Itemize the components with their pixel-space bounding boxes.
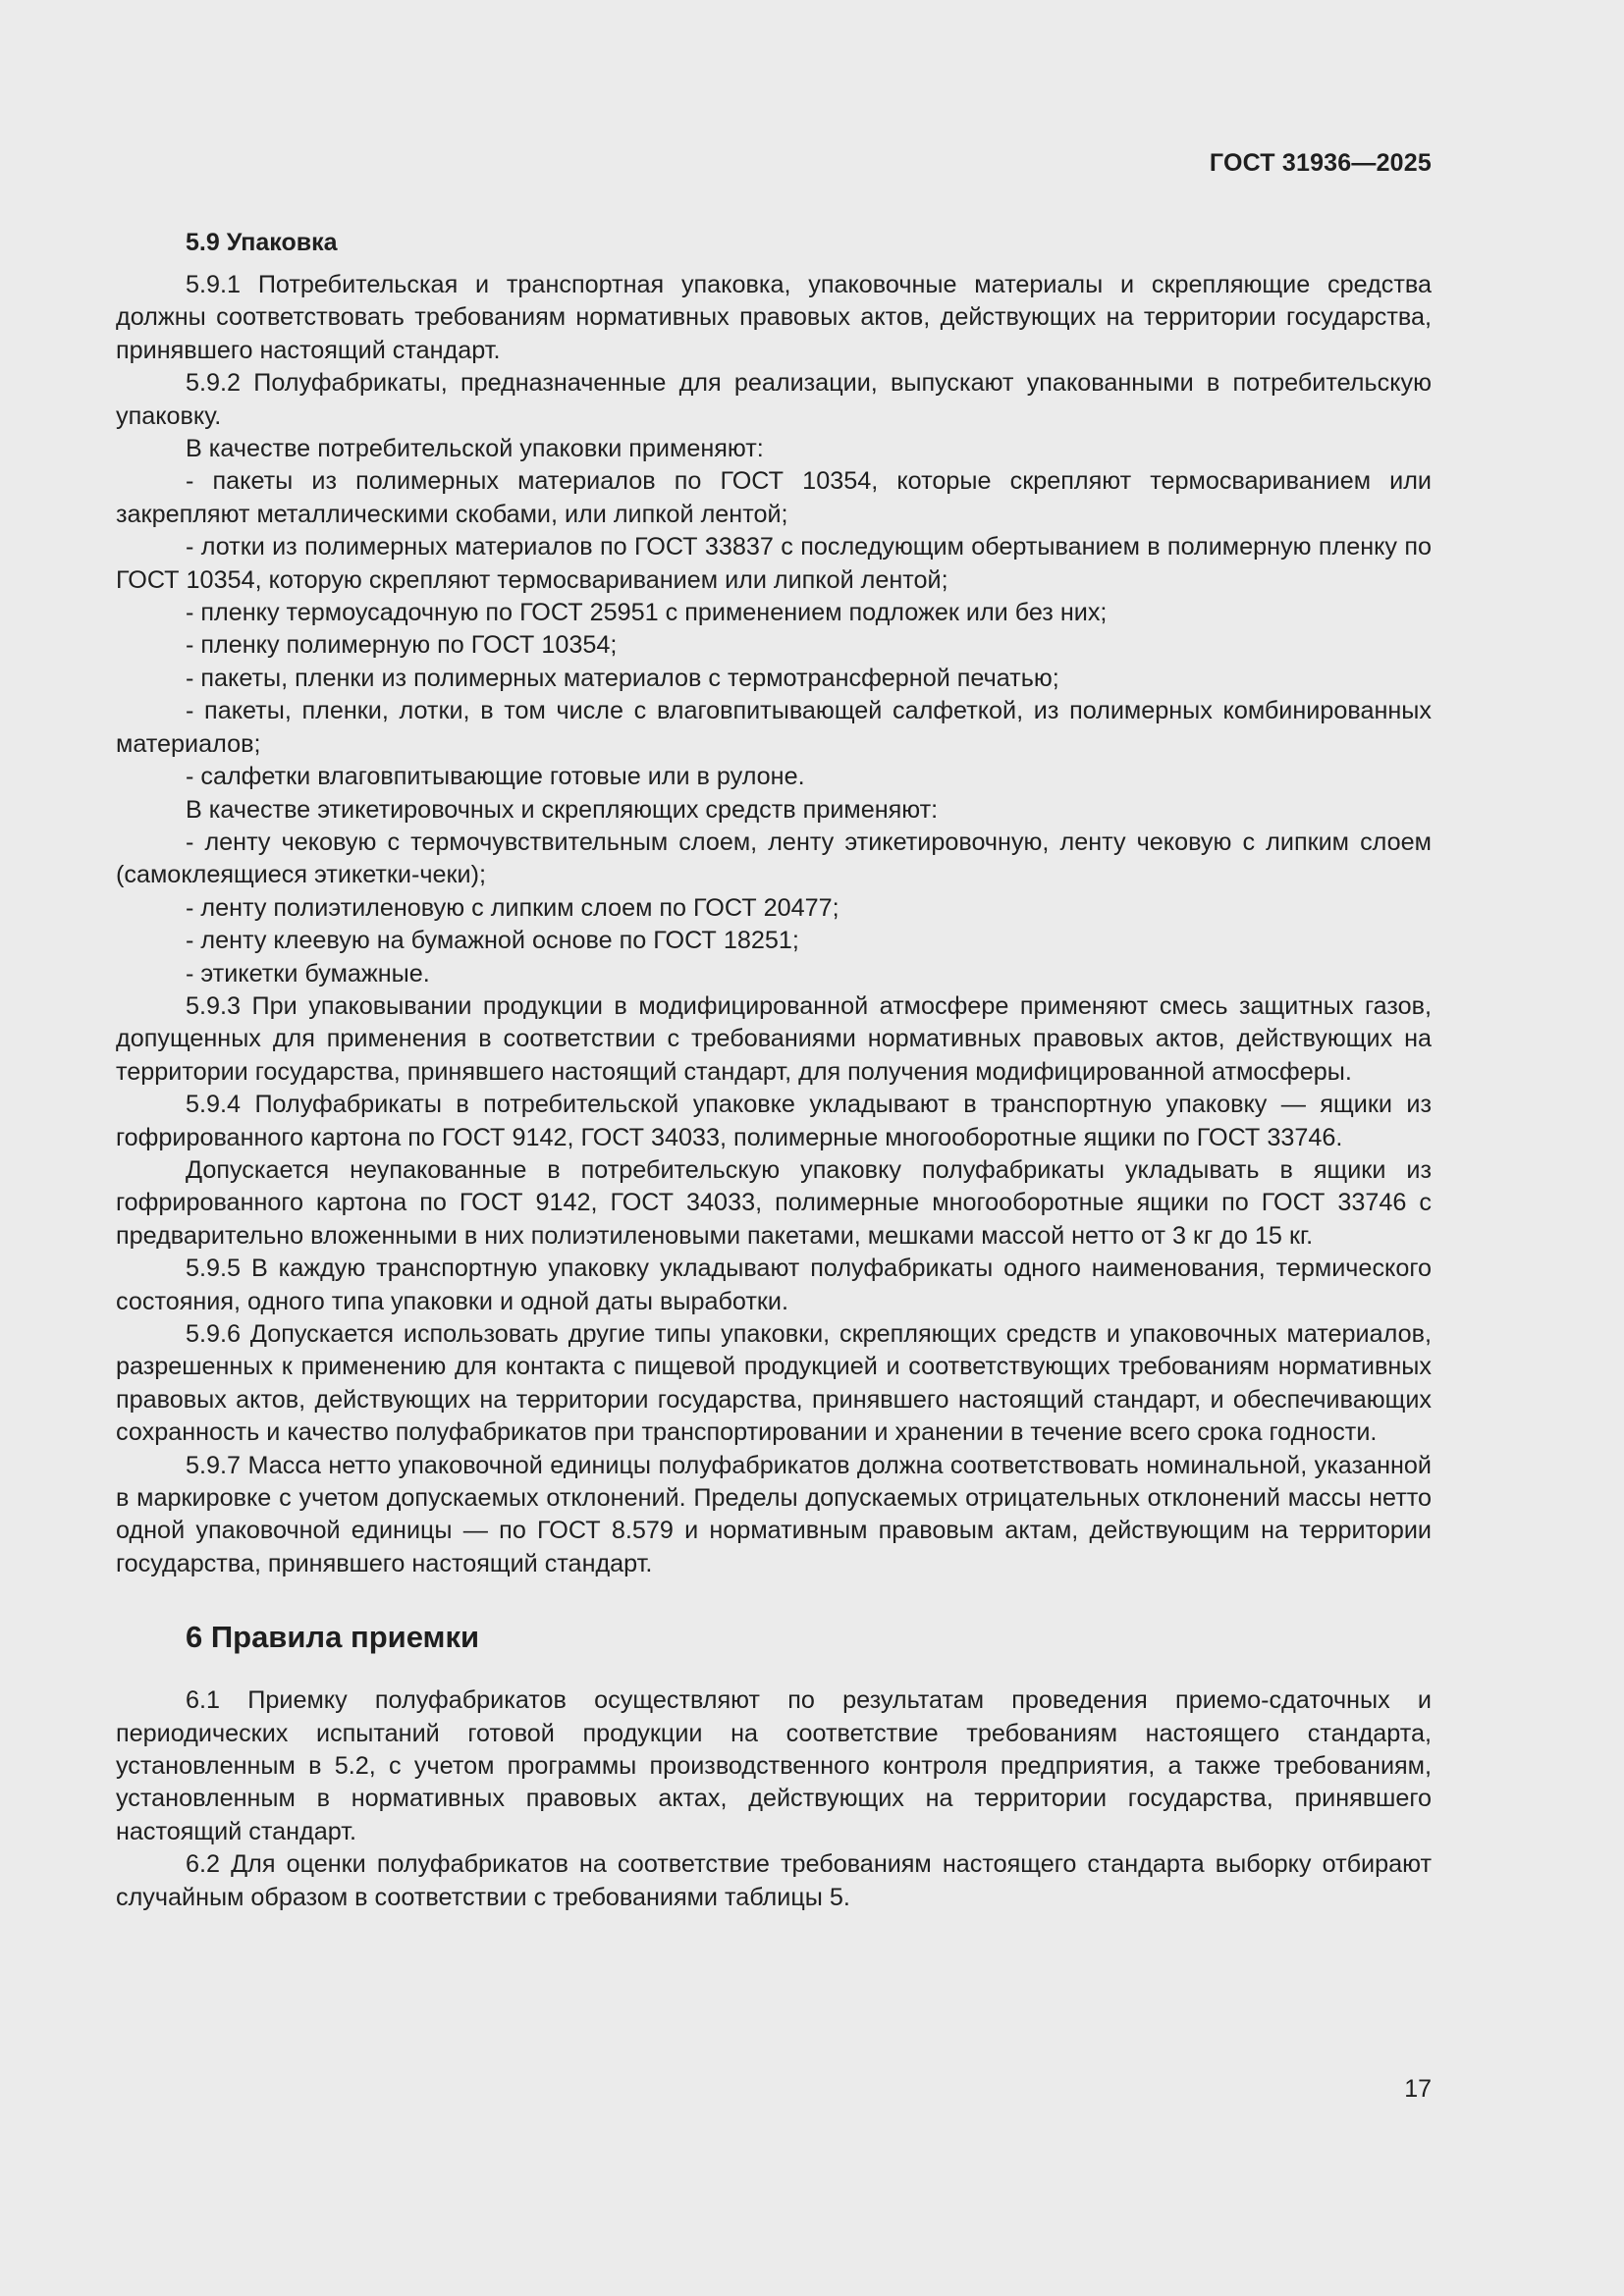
paragraph-consumer-packaging-intro: В качестве потребительской упаковки применяют: xyxy=(186,435,764,463)
list-item: - пакеты из полимерных материалов по ГОСТ 10354, которые скрепляют термосвариванием или закрепляют металлическими скобами, или липкой лентой; xyxy=(116,467,1432,528)
page-number: 17 xyxy=(1404,2075,1432,2103)
paragraph-5-9-7: 5.9.7 Масса нетто упаковочной единицы полуфабрикатов должна соответствовать номинальной, указанной в маркировке с учетом допускаемых отклонений. Пределы допускаемых отрицательных отклонений массы нетто одной упаковочной единицы — по ГОСТ 8.579 и нормативным правовым актам, действующим на территории государства, принявшего настоящий стандарт. xyxy=(116,1451,1432,1577)
subsection-heading-5-9: 5.9 Упаковка xyxy=(186,229,338,256)
paragraph-5-9-4: 5.9.4 Полуфабрикаты в потребительской упаковке укладывают в транспортную упаковку — ящики из гофрированного картона по ГОСТ 9142, ГОСТ 34033, полимерные многооборотные ящики по ГОСТ 33746. xyxy=(116,1091,1432,1151)
list-item: - этикетки бумажные. xyxy=(186,959,430,988)
list-item: - пленку термоусадочную по ГОСТ 25951 с применением подложек или без них; xyxy=(186,599,1108,627)
paragraph-5-9-1: 5.9.1 Потребительская и транспортная упаковка, упаковочные материалы и скрепляющие средства должны соответствовать требованиям нормативных правовых актов, действующих на территории государства, принявшего настоящий стандарт. xyxy=(116,271,1432,364)
list-item: - пакеты, пленки из полимерных материалов с термотрансферной печатью; xyxy=(186,664,1059,692)
section-heading-6: 6 Правила приемки xyxy=(186,1620,480,1655)
document-page xyxy=(116,0,1432,2296)
paragraph-labeling-means-intro: В качестве этикетировочных и скрепляющих средств применяют: xyxy=(186,795,939,824)
list-item: - салфетки влаговпитывающие готовые или в рулоне. xyxy=(186,763,805,791)
document-code-header: ГОСТ 31936—2025 xyxy=(1209,149,1432,177)
list-item: - пакеты, пленки, лотки, в том числе с влаговпитывающей салфеткой, из полимерных комбинированных материалов; xyxy=(116,697,1432,758)
list-item: - ленту клеевую на бумажной основе по ГОСТ 18251; xyxy=(186,927,799,955)
paragraph-5-9-5: 5.9.5 В каждую транспортную упаковку укладывают полуфабрикаты одного наименования, термического состояния, одного типа упаковки и одной даты выработки. xyxy=(116,1255,1432,1315)
list-item: - пленку полимерную по ГОСТ 10354; xyxy=(186,631,618,660)
list-item: - ленту чековую с термочувствительным слоем, ленту этикетировочную, ленту чековую с липким слоем (самоклеящиеся этикетки-чеки); xyxy=(116,828,1432,889)
paragraph-6-1: 6.1 Приемку полуфабрикатов осуществляют по результатам проведения приемо-сдаточных и периодических испытаний готовой продукции на соответствие требованиям настоящего стандарта, установленным в 5.2, с учетом программы производственного контроля предприятия, а также требованиям, установленным в нормативных правовых актах, действующих на территории государства, принявшего настоящий стандарт. xyxy=(116,1686,1432,1845)
paragraph-5-9-4-allowance: Допускается неупакованные в потребительскую упаковку полуфабрикаты укладывать в ящики из гофрированного картона по ГОСТ 9142, ГОСТ 34033, полимерные многооборотные ящики по ГОСТ 33746 с предварительно вложенными в них полиэтиленовыми пакетами, мешками массой нетто от 3 кг до 15 кг. xyxy=(116,1155,1432,1250)
paragraph-6-2: 6.2 Для оценки полуфабрикатов на соответствие требованиям настоящего стандарта выборку отбирают случайным образом в соответствии с требованиями таблицы 5. xyxy=(116,1850,1432,1911)
paragraph-5-9-6: 5.9.6 Допускается использовать другие типы упаковки, скрепляющих средств и упаковочных материалов, разрешенных к применению для контакта с пищевой продукцией и соответствующих требованиям нормативных правовых актов, действующих на территории государства, принявшего настоящий стандарт, и обеспечивающих сохранность и качество полуфабрикатов при транспортировании и хранении в течение всего срока годности. xyxy=(116,1320,1432,1447)
list-item: - ленту полиэтиленовую с липким слоем по ГОСТ 20477; xyxy=(186,893,839,922)
page-content xyxy=(116,226,1432,1914)
paragraph-5-9-2: 5.9.2 Полуфабрикаты, предназначенные для реализации, выпускают упакованными в потребительскую упаковку. xyxy=(116,369,1432,430)
paragraph-5-9-3: 5.9.3 При упаковывании продукции в модифицированной атмосфере применяют смесь защитных газов, допущенных для применения в соответствии с требованиями нормативных правовых актов, действующих на территории государства, принявшего настоящий стандарт, для получения модифицированной атмосферы. xyxy=(116,991,1432,1086)
list-item: - лотки из полимерных материалов по ГОСТ 33837 с последующим обертыванием в полимерную пленку по ГОСТ 10354, которую скрепляют термосвариванием или липкой лентой; xyxy=(116,533,1432,594)
